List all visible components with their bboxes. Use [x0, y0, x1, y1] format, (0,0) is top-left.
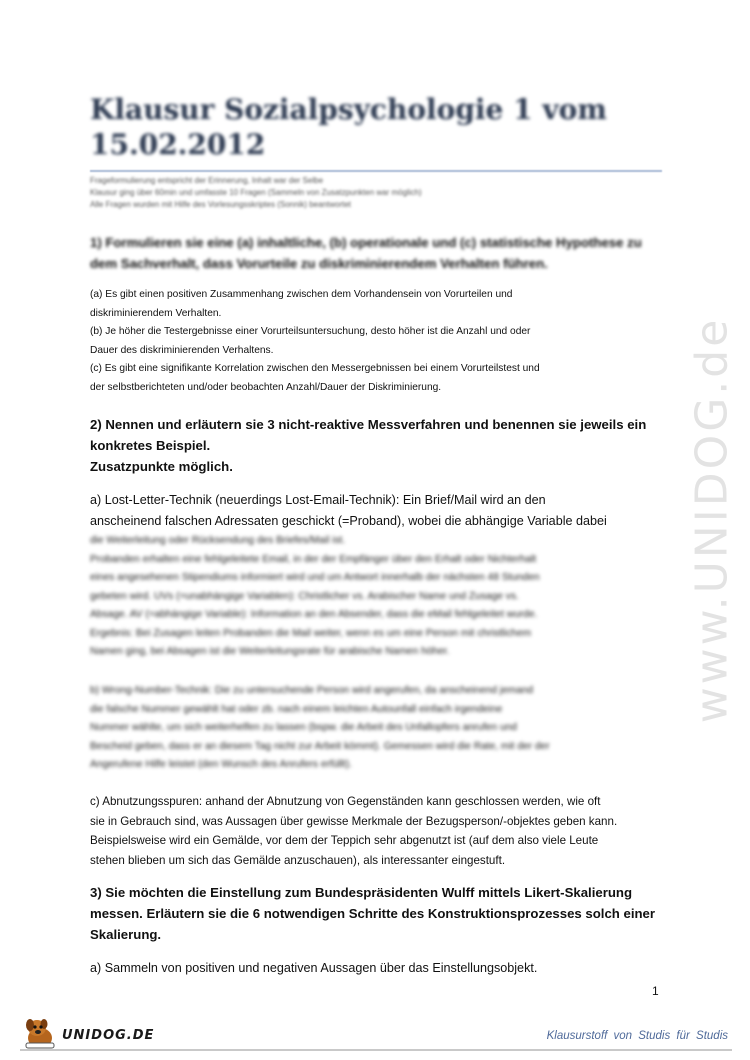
blurred-line: die Weiterleitung oder Rücksendung des Briefes/Mail ist.	[90, 535, 346, 546]
answer-line: (a) Es gibt einen positiven Zusammenhang zwischen dem Vorhandensein von Vorurteilen und	[90, 289, 513, 300]
answer-line: der selbstberichteten und/oder beobachten Anzahl/Dauer der Diskriminierung.	[90, 381, 442, 393]
answer-line: c) Abnutzungsspuren: anhand der Abnutzung von Gegenständen kann geschlossen werden, wie oft	[90, 795, 601, 808]
answer-line: anscheinend falschen Adressaten geschickt (=Proband), wobei die abhängige Variable dabei	[90, 514, 607, 528]
title-line: Klausur Sozialpsychologie 1 vom	[90, 93, 607, 126]
dog-mascot-icon	[22, 1016, 58, 1050]
heading-line: 1) Formulieren sie eine (a) inhaltliche, (b) operationale und (c) statistische Hypothese zu	[90, 235, 642, 250]
title-line: 15.02.2012	[90, 128, 266, 161]
question-2a-answer	[90, 490, 665, 532]
note-line: Klausur ging über 60min und umfasste 10 Fragen (Sammeln von Zusatzpunkten war möglich)	[90, 188, 422, 197]
unidog-logo	[22, 1016, 155, 1050]
answer-line: Beispielsweise wird ein Gemälde, vor dem der Teppich sehr abgenutzt ist (auf dem also viele Leute	[90, 834, 599, 847]
blurred-line: b) Wrong-Number-Technik: Die zu untersuchende Person wird angerufen, da anscheinend jemand	[90, 685, 534, 696]
answer-line: stehen blieben um sich das Gemälde anzuschauen), als interessanter eingestuft.	[90, 853, 506, 867]
blurred-line: Probanden erhalten eine fehlgeleitete Email, in der der Empfänger über den Erhalt oder Nichterhalt	[90, 553, 537, 565]
blurred-line: Ergebnis: Bei Zusagen leiten Probanden die Mail weiter, wenn es um eine Person mit christlichem	[90, 627, 532, 639]
blurred-line: die falsche Nummer gewählt hat oder zb. nach einem leichten Autounfall einfach irgendeine	[90, 703, 503, 715]
blurred-line: Nummer wählte, um sich weiterhelfen zu lassen (bspw. die Arbeit des Unfallopfers anrufen und	[90, 722, 517, 733]
question-2-heading	[90, 414, 665, 477]
question-2b-blurred-text	[90, 682, 665, 775]
document-title	[90, 92, 660, 162]
answer-line: (b) Je höher die Testergebnisse einer Vorurteilsuntersuchung, desto höher ist die Anzahl und oder	[90, 326, 531, 337]
footer-divider	[20, 1049, 732, 1051]
heading-line: 2) Nennen und erläutern sie 3 nicht-reaktive Messverfahren und benennen sie jeweils ein	[90, 417, 647, 432]
question-1-answers	[90, 286, 665, 397]
heading-line: dem Sachverhalt, dass Vorurteile zu diskriminierendem Verhalten führen.	[90, 256, 548, 271]
blurred-line: Namen ging, bei Absagen ist die Weiterleitungsrate für arabische Namen höher.	[90, 646, 450, 657]
blurred-line: eines angesehenen Stipendiums informiert wird und um Antwort innerhalb der nächsten 48 Stunden	[90, 572, 540, 583]
heading-line: Skalierung.	[90, 927, 162, 942]
answer-line: (c) Es gibt eine signifikante Korrelation zwischen den Messergebnissen bei einem Vorurteilstest und	[90, 363, 540, 374]
blurred-line: Bescheid geben, dass er an diesem Tag nicht zur Arbeit kömmt). Gemessen wird die Rate, mit der der	[90, 740, 550, 752]
logo-text: UNIDOG.DE	[62, 1028, 155, 1043]
footer-slogan: Klausurstoff von Studis für Studis	[546, 1030, 728, 1042]
heading-line: Zusatzpunkte möglich.	[90, 459, 233, 474]
answer-line: a) Sammeln von positiven und negativen Aussagen über das Einstellungsobjekt.	[90, 961, 538, 975]
title-underline	[90, 170, 662, 172]
note-line: Frageformulierung entspricht der Erinnerung, Inhalt war der Selbe	[90, 176, 324, 185]
heading-line: messen. Erläutern sie die 6 notwendigen Schritte des Konstruktionsprozesses solch einer	[90, 906, 656, 921]
page-number: 1	[652, 984, 659, 998]
question-1-heading	[90, 232, 665, 274]
exam-notes	[90, 175, 660, 211]
blurred-line: Angerufene Hilfe leistet (den Wunsch des Anrufers erfüllt).	[90, 759, 352, 770]
note-line: Alle Fragen wurden mit Hilfe des Vorlesungsskriptes (Sonnik) beantwortet	[90, 200, 352, 209]
blurred-line: Absage. AV (=abhängige Variable): Information an den Absender, dass die eMail fehlgeleitet wurde.	[90, 609, 538, 620]
question-3a-answer	[90, 958, 665, 979]
question-2c-answer	[90, 792, 665, 870]
answer-line: Dauer des diskriminierenden Verhaltens.	[90, 344, 274, 356]
blurred-line: gebeten wird. UVs (=unabhängige Variablen): Christlicher vs. Arabischer Name und Zusage vs.	[90, 590, 519, 602]
question-3-heading	[90, 882, 665, 945]
answer-line: a) Lost-Letter-Technik (neuerdings Lost-Email-Technik): Ein Brief/Mail wird an den	[90, 493, 546, 507]
answer-line: diskriminierendem Verhalten.	[90, 307, 222, 319]
answer-line: sie in Gebrauch sind, was Aussagen über gewisse Merkmale der Bezugsperson/-objektes geben kann.	[90, 814, 618, 828]
heading-line: 3) Sie möchten die Einstellung zum Bundespräsidenten Wulff mittels Likert-Skalierung	[90, 885, 632, 900]
question-2a-blurred-text	[90, 532, 665, 662]
heading-line: konkretes Beispiel.	[90, 438, 211, 453]
watermark: www.UNIDOG.de	[686, 316, 738, 724]
